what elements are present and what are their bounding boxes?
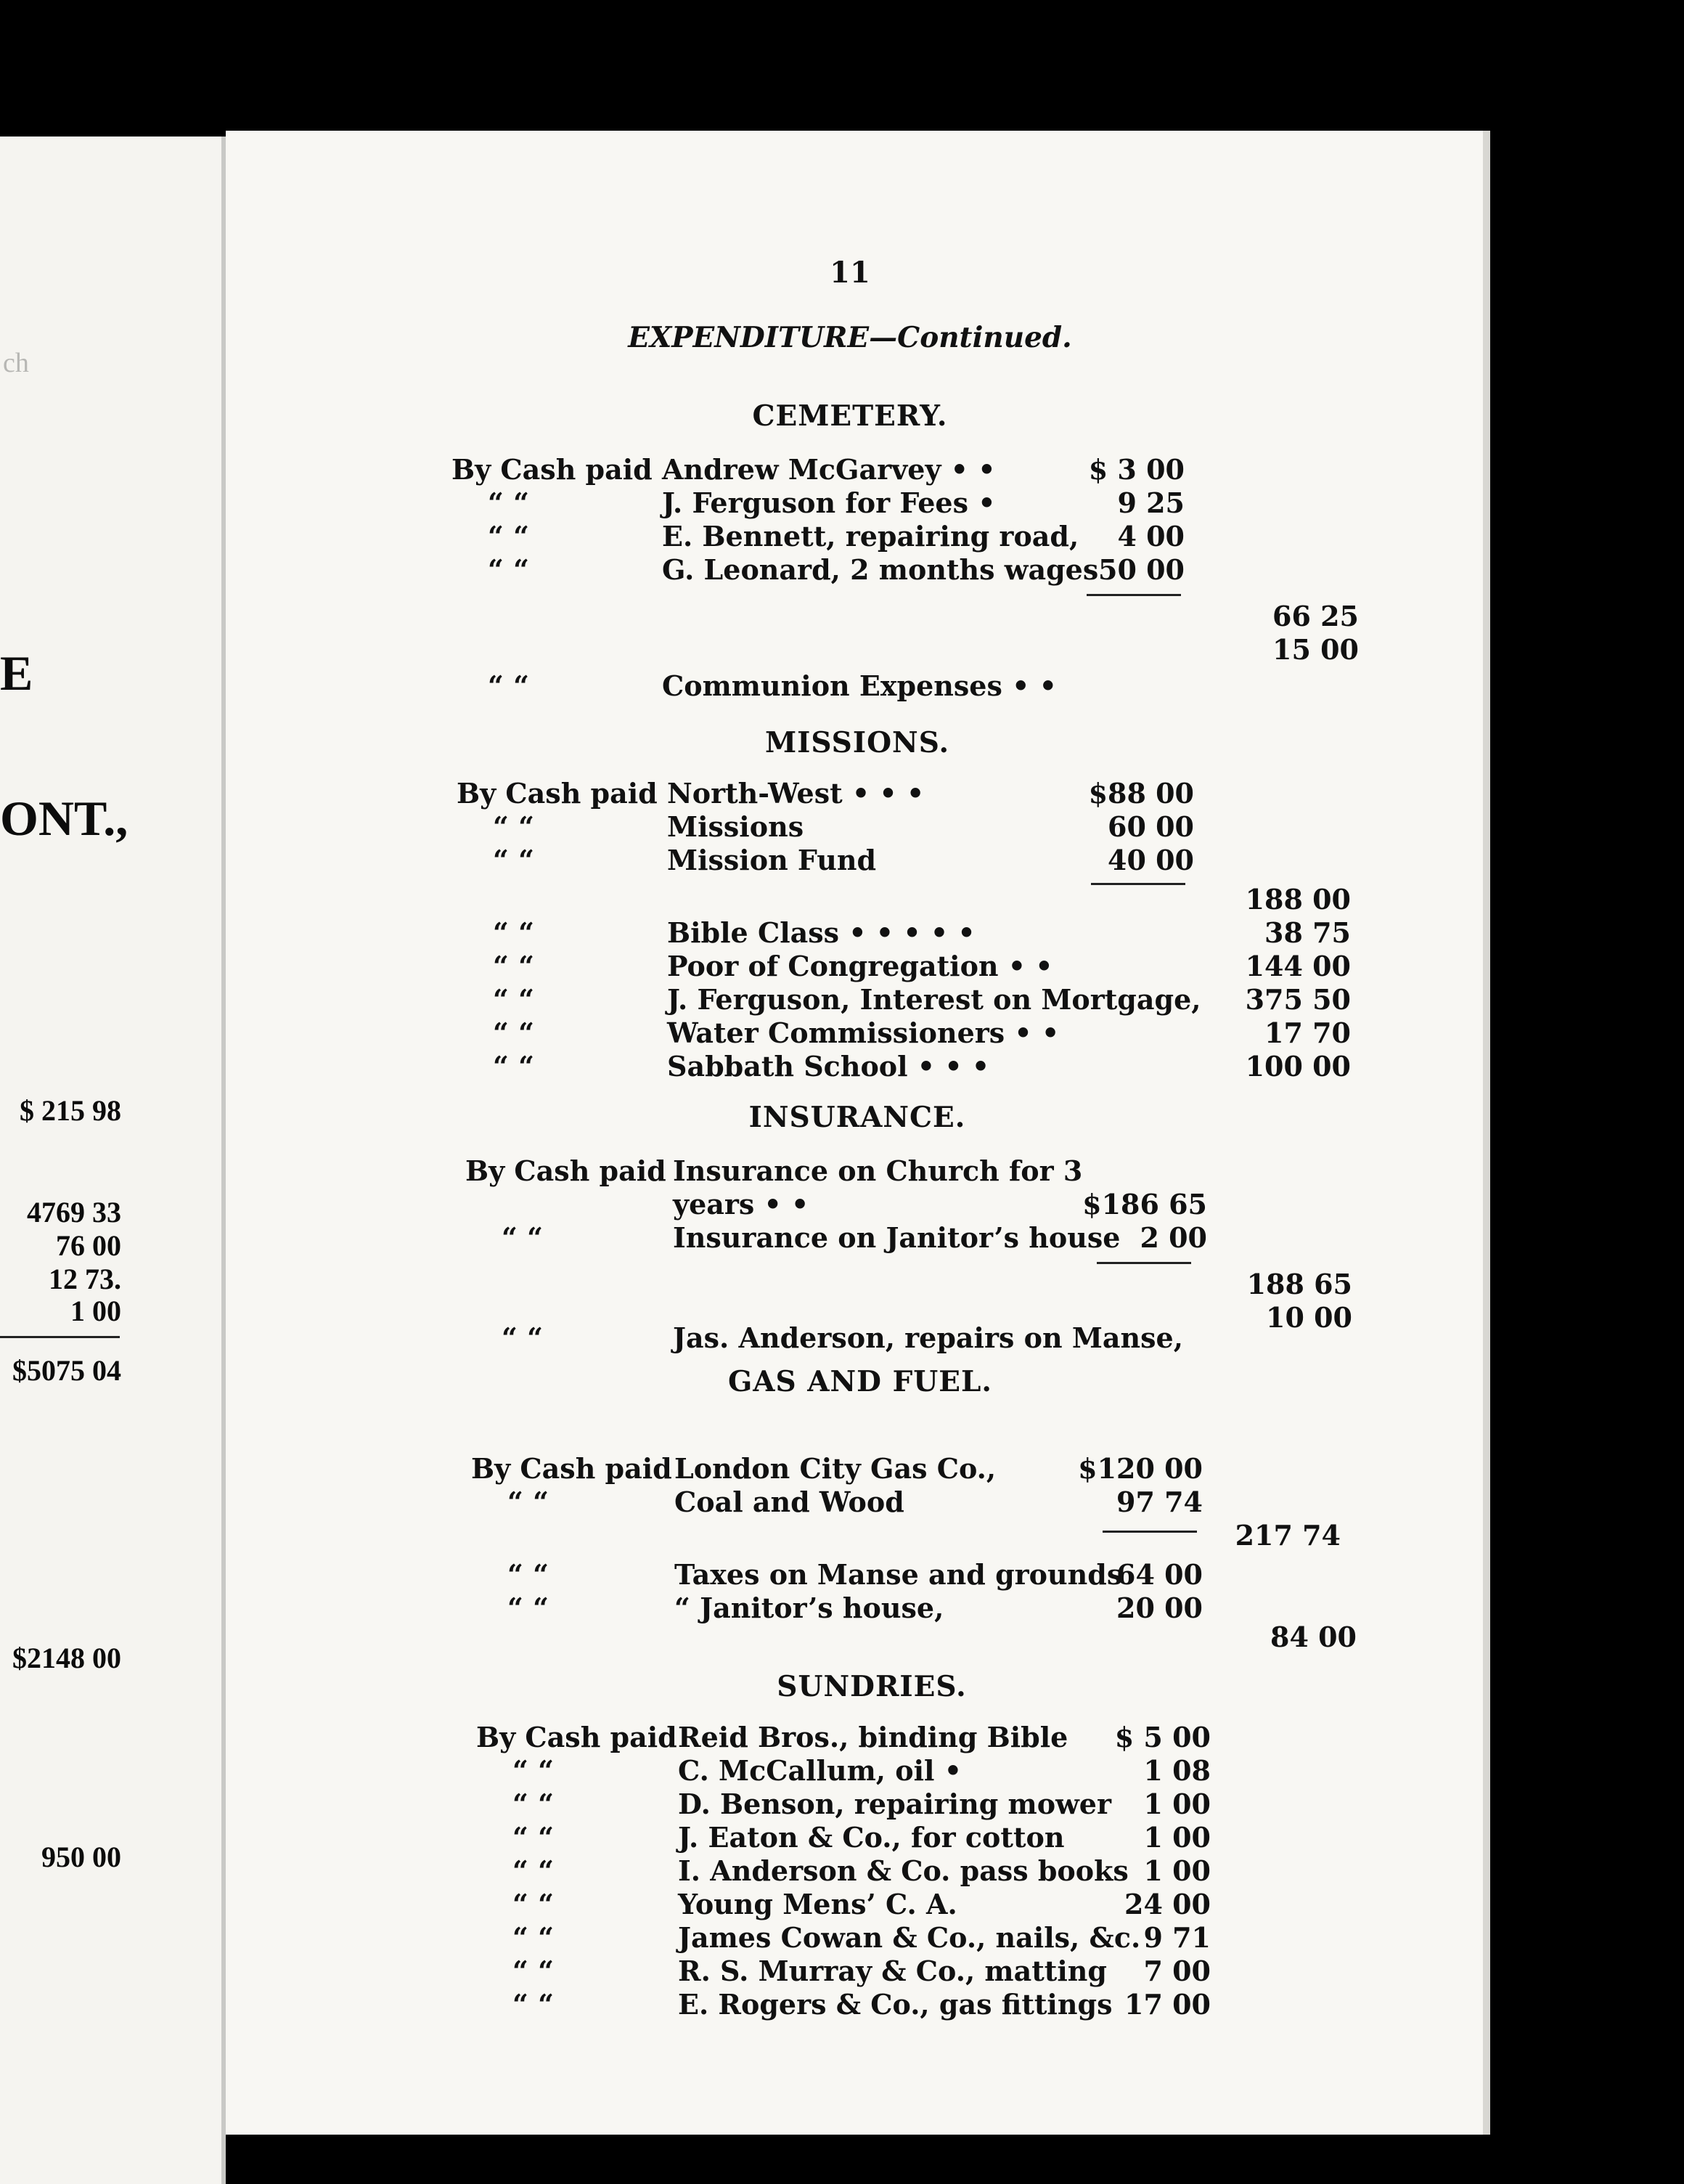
section-title-missions: MISSIONS. (764, 726, 950, 759)
left-amount: 12 73. (49, 1263, 121, 1295)
line-subamount: 60 00 (1108, 810, 1194, 843)
ditto-marks: “ “ (512, 1955, 554, 1987)
line-description: J. Ferguson, Interest on Mortgage, (667, 983, 1201, 1016)
ditto-marks: “ “ (488, 669, 529, 702)
line-subamount: 20 00 (1116, 1592, 1203, 1624)
ditto-marks: “ “ (512, 1888, 554, 1920)
line-subamount: 24 00 (1124, 1888, 1211, 1920)
line-prefix: By Cash paid (465, 1154, 666, 1187)
line-description: years • • (673, 1188, 809, 1221)
section-title-insurance: INSURANCE. (748, 1101, 966, 1134)
left-facing-page (0, 136, 221, 2184)
line-description: Poor of Congregation • • (667, 950, 1053, 982)
line-prefix: By Cash paid (457, 777, 658, 810)
line-description: Reid Bros., binding Bible (678, 1721, 1068, 1753)
line-description: North-West • • • (667, 777, 925, 810)
line-subamount: $88 00 (1088, 777, 1194, 810)
ditto-marks: “ “ (493, 1050, 534, 1083)
line-description: J. Ferguson for Fees • (662, 486, 996, 519)
line-description: G. Leonard, 2 months wages (662, 553, 1099, 586)
subtotal-rule (1091, 883, 1185, 885)
left-amount: 1 00 (70, 1295, 121, 1327)
line-total: 15 00 (1272, 633, 1359, 666)
line-description: J. Eaton & Co., for cotton (678, 1821, 1065, 1854)
line-total: 375 50 (1245, 983, 1351, 1016)
line-total: 38 75 (1264, 916, 1351, 949)
line-description: Insurance on Church for 3 (673, 1154, 1083, 1187)
ditto-marks: “ “ (507, 1592, 549, 1624)
ditto-marks: “ “ (512, 1854, 554, 1887)
left-amount: $5075 04 (12, 1354, 121, 1387)
left-heading-ont: ONT., (0, 791, 128, 846)
line-subamount: $120 00 (1078, 1452, 1203, 1485)
ditto-marks: “ “ (493, 1016, 534, 1049)
line-description: Young Mens’ C. A. (678, 1888, 957, 1920)
line-subamount: 17 00 (1124, 1988, 1211, 2021)
line-description: Sabbath School • • • (667, 1050, 990, 1083)
line-subamount: $ 3 00 (1088, 453, 1185, 486)
line-subamount: 64 00 (1116, 1558, 1203, 1591)
ditto-marks: “ “ (493, 950, 534, 982)
line-total: 100 00 (1245, 1050, 1351, 1083)
ditto-marks: “ “ (493, 916, 534, 949)
line-description: E. Rogers & Co., gas fittings (678, 1988, 1113, 2021)
line-description: Insurance on Janitor’s house (673, 1221, 1121, 1254)
line-subamount: 1 08 (1143, 1754, 1211, 1787)
section-title-gas-and-fuel: GAS AND FUEL. (727, 1365, 993, 1398)
line-total: 188 65 (1246, 1268, 1352, 1300)
ditto-marks: “ “ (512, 1754, 554, 1787)
page-number: 11 (830, 256, 870, 290)
line-description: James Cowan & Co., nails, &c. (678, 1921, 1141, 1954)
ditto-marks: “ “ (507, 1486, 549, 1518)
section-title-cemetery: CEMETERY. (752, 399, 948, 433)
line-prefix: By Cash paid (471, 1452, 672, 1485)
line-subamount: $ 5 00 (1114, 1721, 1211, 1753)
ditto-marks: “ “ (502, 1321, 543, 1354)
line-subamount: 9 71 (1143, 1921, 1211, 1954)
running-head: EXPENDITURE—Continued. (628, 321, 1072, 354)
left-amount: $2148 00 (12, 1642, 121, 1674)
ditto-marks: “ “ (507, 1558, 549, 1591)
line-prefix: By Cash paid (476, 1721, 677, 1753)
left-amount: 76 00 (56, 1229, 121, 1262)
line-subamount: $186 65 (1082, 1188, 1207, 1221)
subtotal-rule (1103, 1531, 1197, 1533)
ditto-marks: “ “ (512, 1921, 554, 1954)
line-total: 17 70 (1264, 1016, 1351, 1049)
line-description: R. S. Murray & Co., matting (678, 1955, 1107, 1987)
ditto-marks: “ “ (493, 810, 534, 843)
left-heading-e: E (0, 645, 33, 701)
section-title-sundries: SUNDRIES. (777, 1670, 967, 1703)
line-subamount: 40 00 (1108, 844, 1194, 876)
subtotal-rule (1087, 594, 1181, 596)
line-description: “ Janitor’s house, (674, 1592, 944, 1624)
line-subamount: 1 00 (1143, 1854, 1211, 1887)
line-description: Water Commissioners • • (667, 1016, 1060, 1049)
line-subamount: 7 00 (1143, 1955, 1211, 1987)
line-total: 217 74 (1235, 1519, 1341, 1552)
right-page (226, 131, 1490, 2135)
line-description: D. Benson, repairing mower (678, 1788, 1111, 1820)
subtotal-rule (1097, 1262, 1191, 1264)
line-total: 66 25 (1272, 600, 1359, 632)
ditto-marks: “ “ (512, 1988, 554, 2021)
line-total: 10 00 (1266, 1301, 1352, 1334)
line-description: Bible Class • • • • • (667, 916, 976, 949)
line-description: E. Bennett, repairing road, (662, 520, 1079, 553)
ditto-marks: “ “ (502, 1221, 543, 1254)
ditto-marks: “ “ (512, 1821, 554, 1854)
line-prefix: By Cash paid (451, 453, 653, 486)
ditto-marks: “ “ (488, 553, 529, 586)
bleed-through-text: ch (3, 348, 29, 378)
line-total: 188 00 (1245, 883, 1351, 916)
line-subamount: 1 00 (1143, 1788, 1211, 1820)
line-description: I. Anderson & Co. pass books (678, 1854, 1129, 1887)
ditto-marks: “ “ (488, 520, 529, 553)
ditto-marks: “ “ (493, 844, 534, 876)
ditto-marks: “ “ (488, 486, 529, 519)
line-description: Missions (667, 810, 804, 843)
left-amount: $ 215 98 (20, 1094, 121, 1127)
line-subamount: 2 00 (1140, 1221, 1207, 1254)
left-amount: 950 00 (41, 1841, 121, 1873)
line-subamount: 9 25 (1117, 486, 1185, 519)
line-total: 144 00 (1245, 950, 1351, 982)
line-description: Andrew McGarvey • • (662, 453, 996, 486)
left-amount: 4769 33 (27, 1196, 121, 1228)
line-description: Communion Expenses • • (662, 669, 1057, 702)
line-total: 84 00 (1270, 1621, 1357, 1653)
line-subamount: 4 00 (1117, 520, 1185, 553)
line-description: Mission Fund (667, 844, 877, 876)
ditto-marks: “ “ (493, 983, 534, 1016)
left-sum-rule (0, 1336, 120, 1338)
line-subamount: 50 00 (1098, 553, 1185, 586)
page-edge (1483, 131, 1490, 2135)
line-description: Coal and Wood (674, 1486, 904, 1518)
line-subamount: 97 74 (1116, 1486, 1203, 1518)
line-description: London City Gas Co., (674, 1452, 997, 1485)
line-description: Jas. Anderson, repairs on Manse, (673, 1321, 1183, 1354)
line-subamount: 1 00 (1143, 1821, 1211, 1854)
line-description: C. McCallum, oil • (678, 1754, 962, 1787)
ditto-marks: “ “ (512, 1788, 554, 1820)
line-description: Taxes on Manse and grounds (674, 1558, 1123, 1591)
